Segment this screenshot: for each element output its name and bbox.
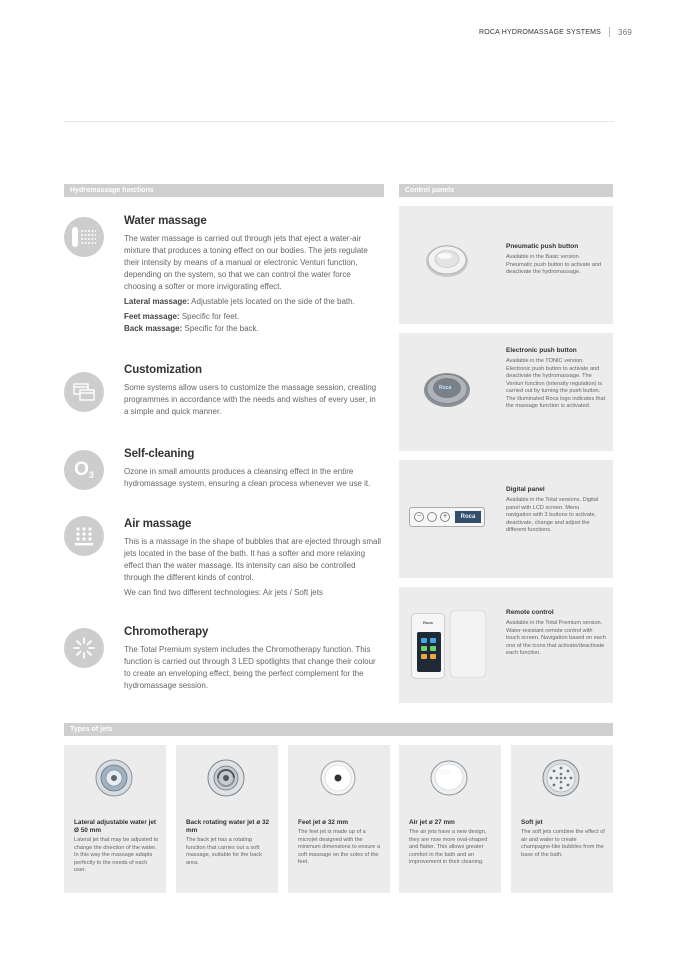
self-cleaning-body	[124, 448, 382, 493]
page-number: 369	[618, 27, 632, 37]
back-jet-title: Back rotating water jet ø 32 mm	[186, 819, 270, 834]
electronic-roca-logo: Roca	[439, 385, 452, 391]
electronic-title: Electronic push button	[506, 347, 577, 354]
remote-holder-image	[451, 611, 485, 677]
back-massage-label: Back massage:	[124, 324, 183, 333]
feet-jet-title: Feet jet ø 32 mm	[298, 819, 349, 826]
lateral-jet-image	[81, 751, 147, 805]
electronic-desc: Available in the TONIC version. Electronic push button to activate and deactivate the hydromassage. The Venturi function (intensity regulation) is carried out by turning the push button. The illuminated Roca logo indicates that the massage function is activated.	[506, 358, 606, 409]
remote-roca-logo: Roca	[423, 620, 433, 625]
lateral-massage-text: Adjustable jets located on the side of the bath.	[189, 297, 355, 306]
remote-touch-screen	[417, 632, 441, 672]
customization-title: Customization	[124, 364, 202, 376]
feet-jet-image	[305, 751, 371, 805]
electronic-text	[506, 347, 606, 411]
pneumatic-button-image	[425, 244, 469, 283]
ozone-icon	[64, 450, 104, 490]
pneumatic-desc: Available in the Basic version. Pneumatic push button to activate and deactivate the hydromassage.	[506, 254, 602, 275]
self-cleaning-title: Self-cleaning	[124, 448, 195, 460]
feet-massage-text: Specific for feet.	[179, 312, 240, 321]
remote-title: Remote control	[506, 609, 554, 616]
air-massage-technologies: We can find two different technologies: Air jets / Soft jets	[124, 588, 323, 597]
remote-desc: Available in the Total Premium version. Water-resistant remote control with touch screen. Navigation based on each one of the icons that activate/deactivate each function.	[506, 620, 606, 656]
chromotherapy-body	[124, 626, 382, 695]
jet-card-lateral	[64, 745, 166, 893]
page-header	[479, 27, 632, 37]
jet-card-air	[399, 745, 501, 893]
lateral-massage-label: Lateral massage:	[124, 297, 190, 306]
air-jet-text: The air jets have a new design, they are now more oval-shaped and flatter. This allows greater comfort in the bath and an improvement in their cleaning.	[409, 829, 488, 865]
self-cleaning-text: Ozone in small amounts produces a cleansing effect in the entire hydromassage system, ensuring a clean process whenever we use it.	[124, 467, 371, 488]
air-jet-title: Air jet ø 27 mm	[409, 819, 455, 826]
soft-jet-text: The soft jets combine the effect of air and water to create champagne-like bubbles from the base of the bath.	[521, 829, 605, 858]
customization-text: Some systems allow users to customize the massage session, creating programmes in accordance with the needs and wishes of every user, in a simple and quick manner.	[124, 383, 377, 416]
soft-jet-image	[528, 751, 594, 805]
air-jet-image	[416, 751, 482, 805]
feet-massage-label: Feet massage:	[124, 312, 180, 321]
panel-electronic	[399, 333, 613, 451]
panel-digital	[399, 460, 613, 578]
soft-jet-title: Soft jet	[521, 819, 543, 826]
customization-windows-icon	[64, 372, 104, 412]
water-massage-title: Water massage	[124, 215, 207, 227]
back-jet-image	[193, 751, 259, 805]
feet-jet-text: The feet jet is made up of a microjet designed with the minimum dimensions to ensure a soft massage on the soles of the feet.	[298, 829, 381, 865]
digital-minus-button: −	[414, 512, 424, 522]
water-jets-icon	[64, 217, 104, 257]
chromotherapy-title: Chromotherapy	[124, 626, 209, 638]
jet-card-back	[176, 745, 278, 893]
chromotherapy-text: The Total Premium system includes the Chromotherapy function. This function is carried out through 3 LED spotlights that change their colour to create an enveloping effect, being the perfect complement for the hydromassage session.	[124, 645, 376, 690]
back-jet-text: The back jet has a rotating function that carries out a soft massage, suitable for the back area.	[186, 837, 262, 866]
digital-title: Digital panel	[506, 486, 545, 493]
digital-text	[506, 486, 606, 535]
remote-control-image	[411, 613, 445, 679]
digital-power-button	[427, 512, 437, 522]
section-title: ROCA HYDROMASSAGE SYSTEMS	[478, 28, 602, 36]
digital-panel-image	[409, 507, 485, 527]
air-bubbles-icon	[64, 516, 104, 556]
water-massage-text: The water massage is carried out through jets that eject a water-air mixture that produces a toning effect on our bodies. The jets regulate their intensity by means of a manual or electronic Venturi function, depending on the system, so that we can control the water force choosing a softer or more invigorating effect.	[124, 234, 368, 291]
panel-remote	[399, 587, 613, 703]
jet-card-soft	[511, 745, 613, 893]
controls-section-bar: Control panels	[399, 184, 613, 197]
jet-card-feet	[288, 745, 390, 893]
lateral-jet-text: Lateral jet that may be adjusted to change the direction of the water. In this way the massage adapts perfectly to the needs of each user.	[74, 837, 159, 873]
pneumatic-text	[506, 243, 606, 277]
back-massage-text: Specific for the back.	[182, 324, 259, 333]
panel-pneumatic	[399, 206, 613, 324]
back-massage-line	[124, 323, 382, 335]
air-massage-title: Air massage	[124, 518, 192, 530]
digital-plus-button: +	[440, 512, 450, 522]
lateral-massage-line	[124, 296, 382, 308]
chromotherapy-light-icon	[64, 628, 104, 668]
header-divider	[609, 27, 610, 37]
functions-section-bar: Hydromassage functions	[64, 184, 384, 197]
lateral-jet-title: Lateral adjustable water jet Ø 50 mm	[74, 819, 157, 834]
customization-body	[124, 364, 382, 421]
air-massage-body	[124, 518, 382, 602]
digital-desc: Available in the Total versions. Digital panel with LCD screen. Menu navigation with 3 buttons to activate, deactivate, change and adjust the different functions.	[506, 497, 599, 533]
digital-lcd-screen: Roca	[455, 511, 481, 523]
ozone-3-glyph: 3	[88, 470, 94, 480]
top-divider	[64, 121, 614, 122]
ozone-o-glyph: O	[74, 459, 89, 480]
air-massage-text: This is a massage in the shape of bubbles that are ejected through small jets located in the base of the bath. It has a softer and more relaxing effect than the water massage. Its intensity can also be controlled through the different kinds of control.	[124, 537, 382, 582]
pneumatic-title: Pneumatic push button	[506, 243, 579, 250]
feet-massage-line	[124, 311, 382, 323]
electronic-button-image	[423, 371, 471, 409]
water-massage-body	[124, 215, 382, 338]
jets-section-bar: Types of jets	[64, 723, 613, 736]
remote-text	[506, 609, 606, 658]
